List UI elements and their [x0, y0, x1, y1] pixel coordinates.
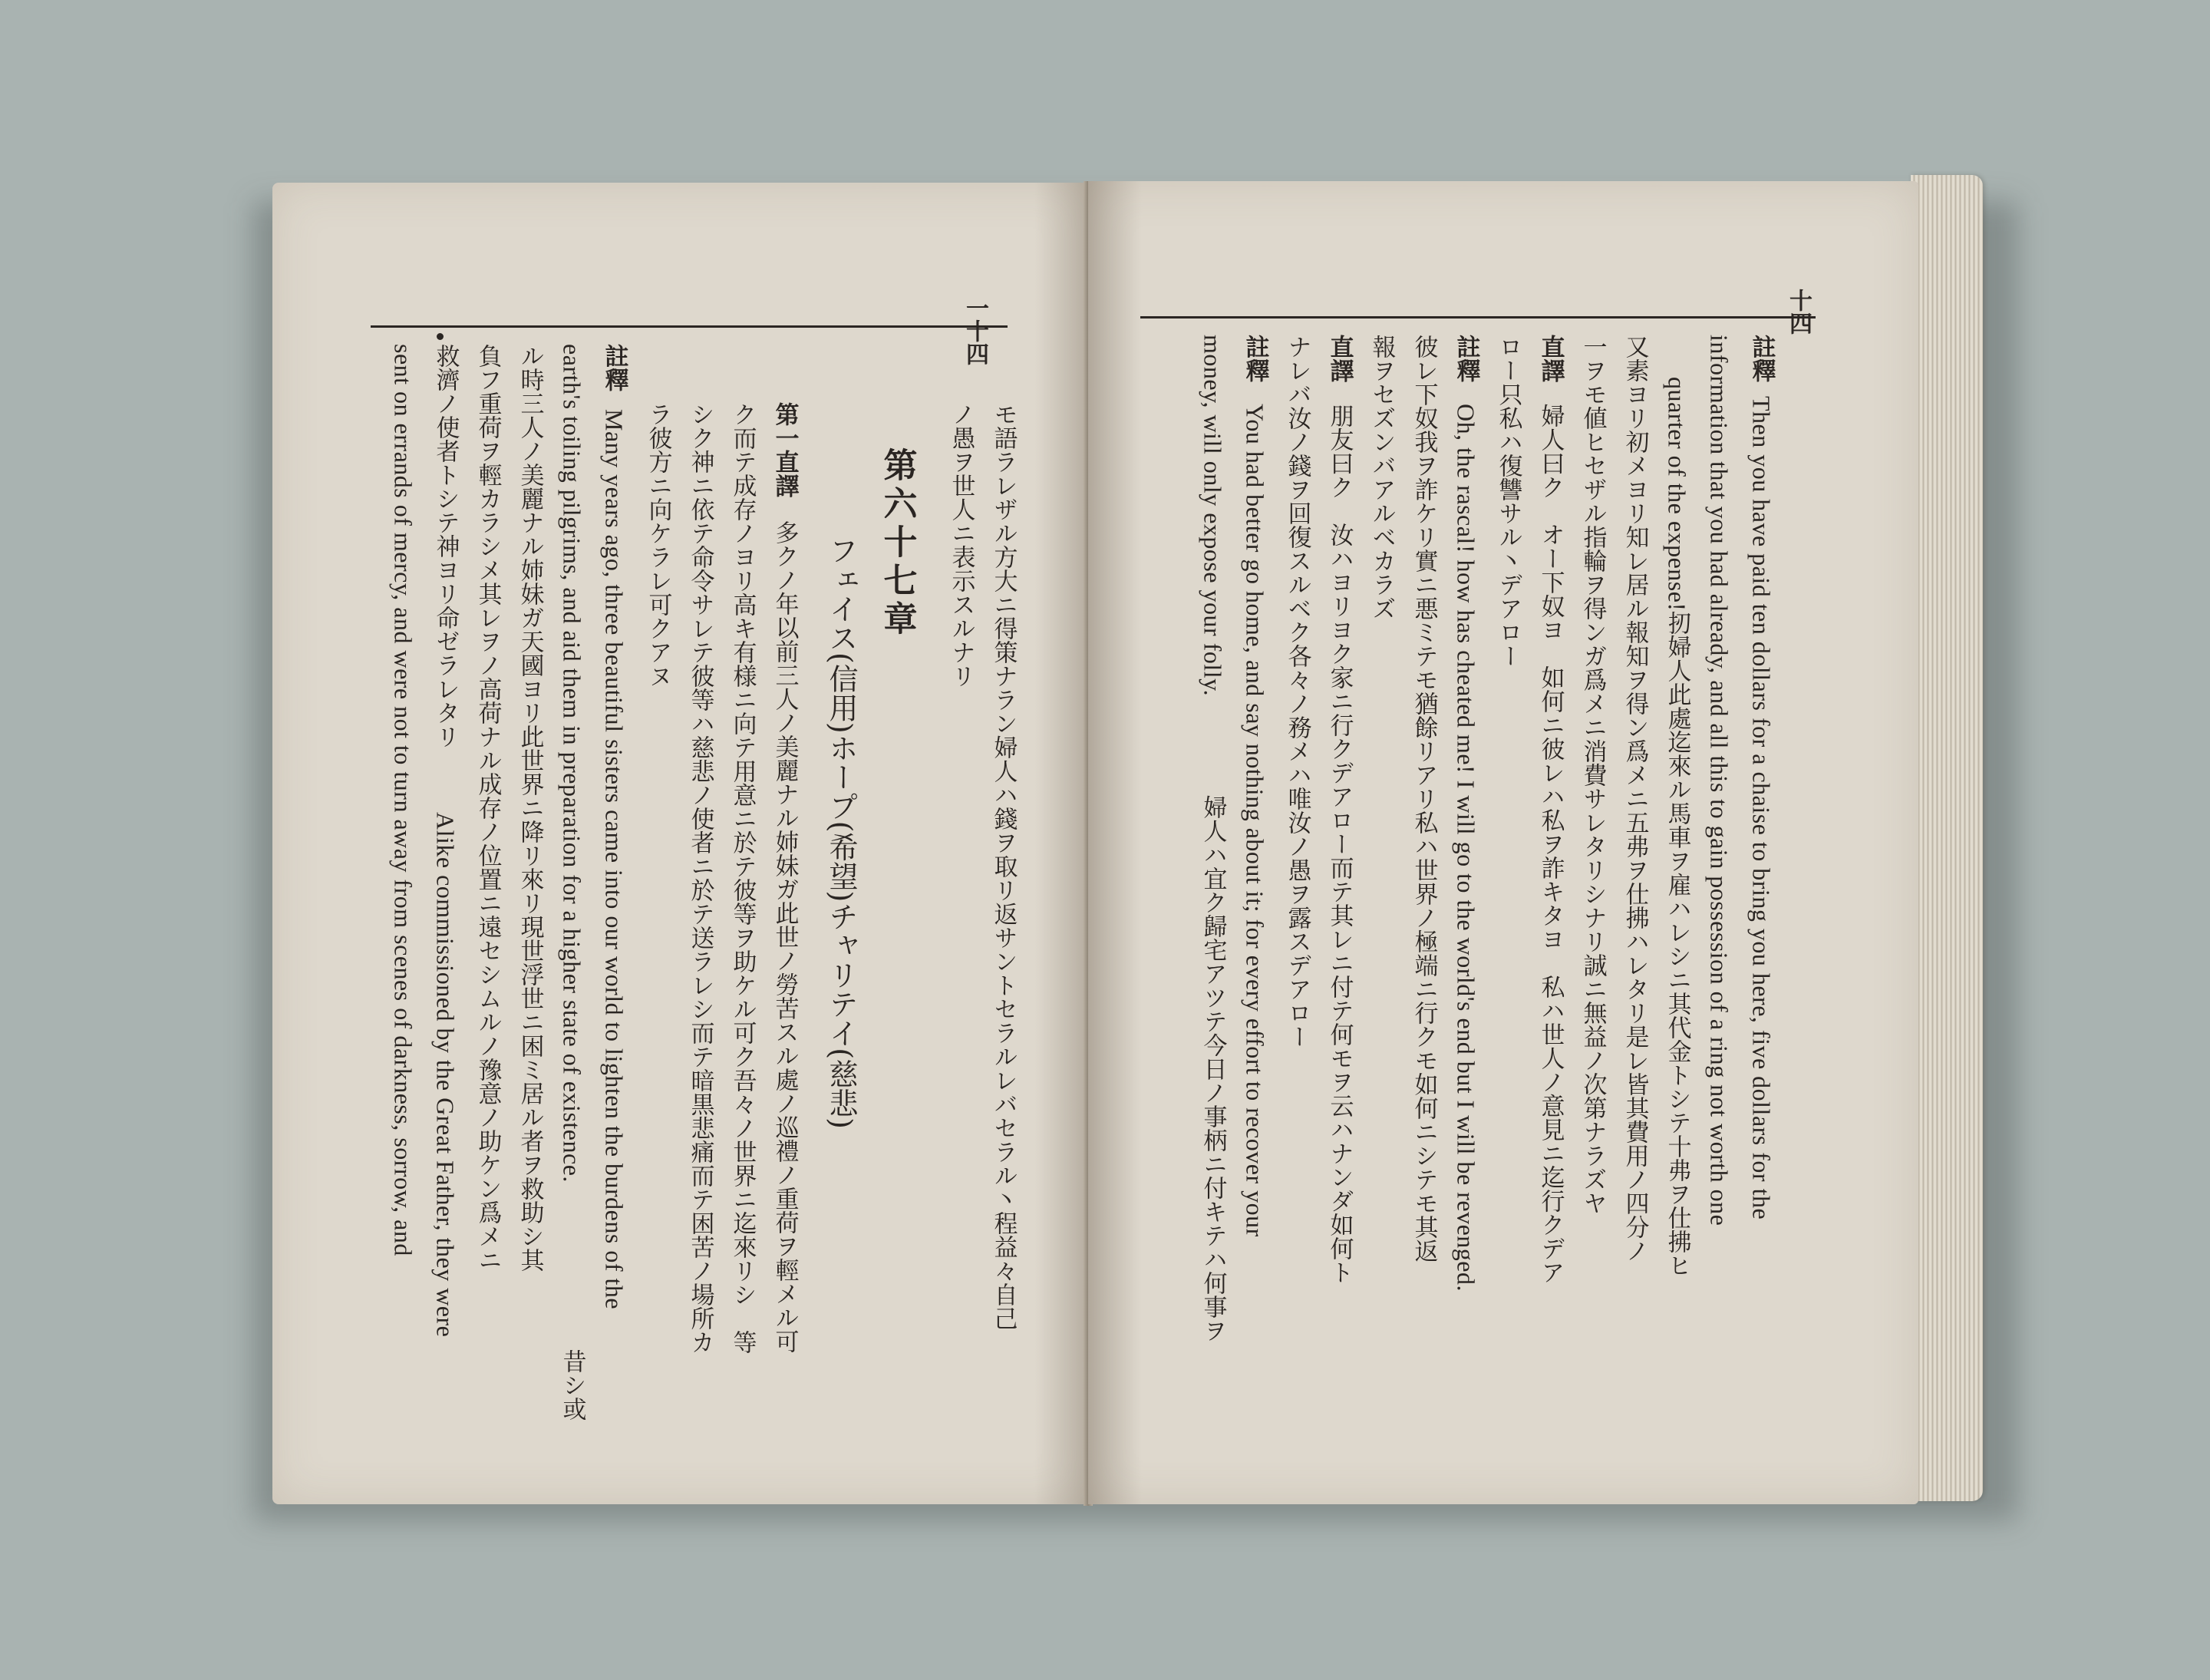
- chapter-subtitle: フェイス(信用)ホープ(希望)チャリテイ(慈悲): [824, 536, 859, 1129]
- text-line: 又素ヨリ初メヨリ知レ居ル報知ヲ得ン爲メニ五弗ヲ仕拂ハレタリ是レ皆其費用ノ四分ノ: [1621, 335, 1649, 1262]
- section-label: 第一直譯: [770, 402, 799, 497]
- english-line: quarter of the expense!: [1663, 377, 1691, 612]
- header-rule: [1140, 316, 1816, 319]
- text-line: 朋友曰ク 汝ハヨリヨク家ニ行クデアロー而テ其レニ付テ何モヲ云ハナンダ如何ト: [1325, 404, 1354, 1284]
- english-line: You had better go home, and say nothing about it; for every effort to recover your: [1241, 404, 1269, 1237]
- text-line: 婦人ハ宜ク歸宅アツテ今日ノ事柄ニ付キテハ何事ヲ: [1199, 795, 1227, 1342]
- text-line: 一ヲモ値ヒセザル指輪ヲ得ンガ爲メニ消費サレタリシナリ誠ニ無益ノ次第ナラズヤ: [1578, 335, 1607, 1215]
- text-line: 救濟ノ使者トシテ神ヨリ命ゼラレタリ: [431, 344, 460, 748]
- english-line: Alike commissioned by the Great Father, they were: [431, 812, 460, 1338]
- left-page: [272, 183, 1088, 1504]
- text-line: 彼レ下奴我ヲ詐ケリ實ニ悪ミテモ猶餘リアリ私ハ世界ノ極端ニ行クモ如何ニシテモ其返: [1410, 335, 1438, 1262]
- english-line: earth's toiling pilgrims, and aid them in preparation for a higher state of existence.: [558, 344, 586, 1183]
- english-line: money, will only expose your folly.: [1199, 335, 1227, 697]
- page-number: 十四: [1785, 289, 1812, 335]
- section-label: 直譯: [1536, 335, 1565, 382]
- page-number: 一十四: [962, 296, 988, 365]
- text-line: 多クノ年以前三人ノ美麗ナル姉妹ガ此世ノ勞苦スル處ノ巡禮ノ重荷ヲ輕メル可: [770, 520, 799, 1353]
- text-line: ラ彼方ニ向ケラレ可クアヌ: [644, 402, 672, 688]
- english-line: information that you had already, and all this to gain possession of a ring not worth one: [1705, 335, 1733, 1226]
- text-line: ク而テ成存ノヨリ高キ有様ニ向テ用意ニ於テ彼等ヲ助ケル可ク吾々ノ世界ニ迄來リシ 等: [728, 402, 757, 1354]
- english-line: Oh, the rascal! how has cheated me! I will go to the world's end but I will be revenged.: [1452, 404, 1480, 1292]
- text-line: 扨婦人此處迄來ル馬車ヲ雇ハレシニ其代金トシテ十弗ヲ仕拂ヒ: [1663, 611, 1691, 1277]
- header-rule: [371, 325, 1008, 328]
- text-line: 昔シ或: [558, 1349, 586, 1421]
- text-line: モ語ラレザル方大ニ得策ナラン婦人ハ錢ヲ取リ返サントセラルレバセラル丶程益々自己: [989, 402, 1018, 1330]
- text-line: シク神ニ依テ命令サレテ彼等ハ慈悲ノ使者ニ於テ送ラレシ而テ暗黒悲痛而テ困苦ノ場所カ: [686, 402, 714, 1354]
- note-label: 註釋: [1241, 335, 1269, 382]
- text-line: 負フ重荷ヲ輕カラシメ其レヲノ高荷ナル成存ノ位置ニ遠セシムルノ豫意ノ助ケン爲メニ: [473, 344, 502, 1272]
- text-line: 婦人曰ク オー下奴ヨ 如何ニ彼レハ私ヲ詐キタヨ 私ハ世人ノ意見ニ迄行クデア: [1536, 404, 1565, 1284]
- english-line: Then you have paid ten dollars for a chaise to bring you here, five dollars for the: [1747, 396, 1776, 1220]
- print-mark: [437, 333, 444, 340]
- page-stack-edge: [1911, 175, 1983, 1501]
- note-label: 註釋: [600, 344, 628, 391]
- note-label: 註釋: [1452, 335, 1480, 382]
- chapter-heading: 第六十七章: [877, 447, 917, 639]
- text-line: ロー只私ハ復讐サル丶デアロー: [1494, 335, 1522, 668]
- text-line: ナレバ汝ノ錢ヲ回復スルベク各々ノ務メハ唯汝ノ愚ヲ露スデアロー: [1283, 335, 1311, 1048]
- section-label: 直譯: [1325, 335, 1354, 382]
- english-line: sent on errands of mercy, and were not to turn away from scenes of darkness, sorrow, and: [389, 344, 417, 1256]
- text-line: ノ愚ヲ世人ニ表示スルナリ: [947, 402, 975, 688]
- text-line: 報ヲセズンバアルベカラズ: [1367, 335, 1396, 620]
- english-line: Many years ago, three beautiful sisters came into our world to lighten the burdens of the: [600, 409, 628, 1310]
- note-label: 註釋: [1747, 335, 1776, 382]
- text-line: ル時三人ノ美麗ナル姉妹ガ天國ヨリ此世界ニ降リ來リ現世浮世ニ困ミ居ル者ヲ救助シ其: [516, 344, 544, 1272]
- right-page: [1088, 181, 1918, 1504]
